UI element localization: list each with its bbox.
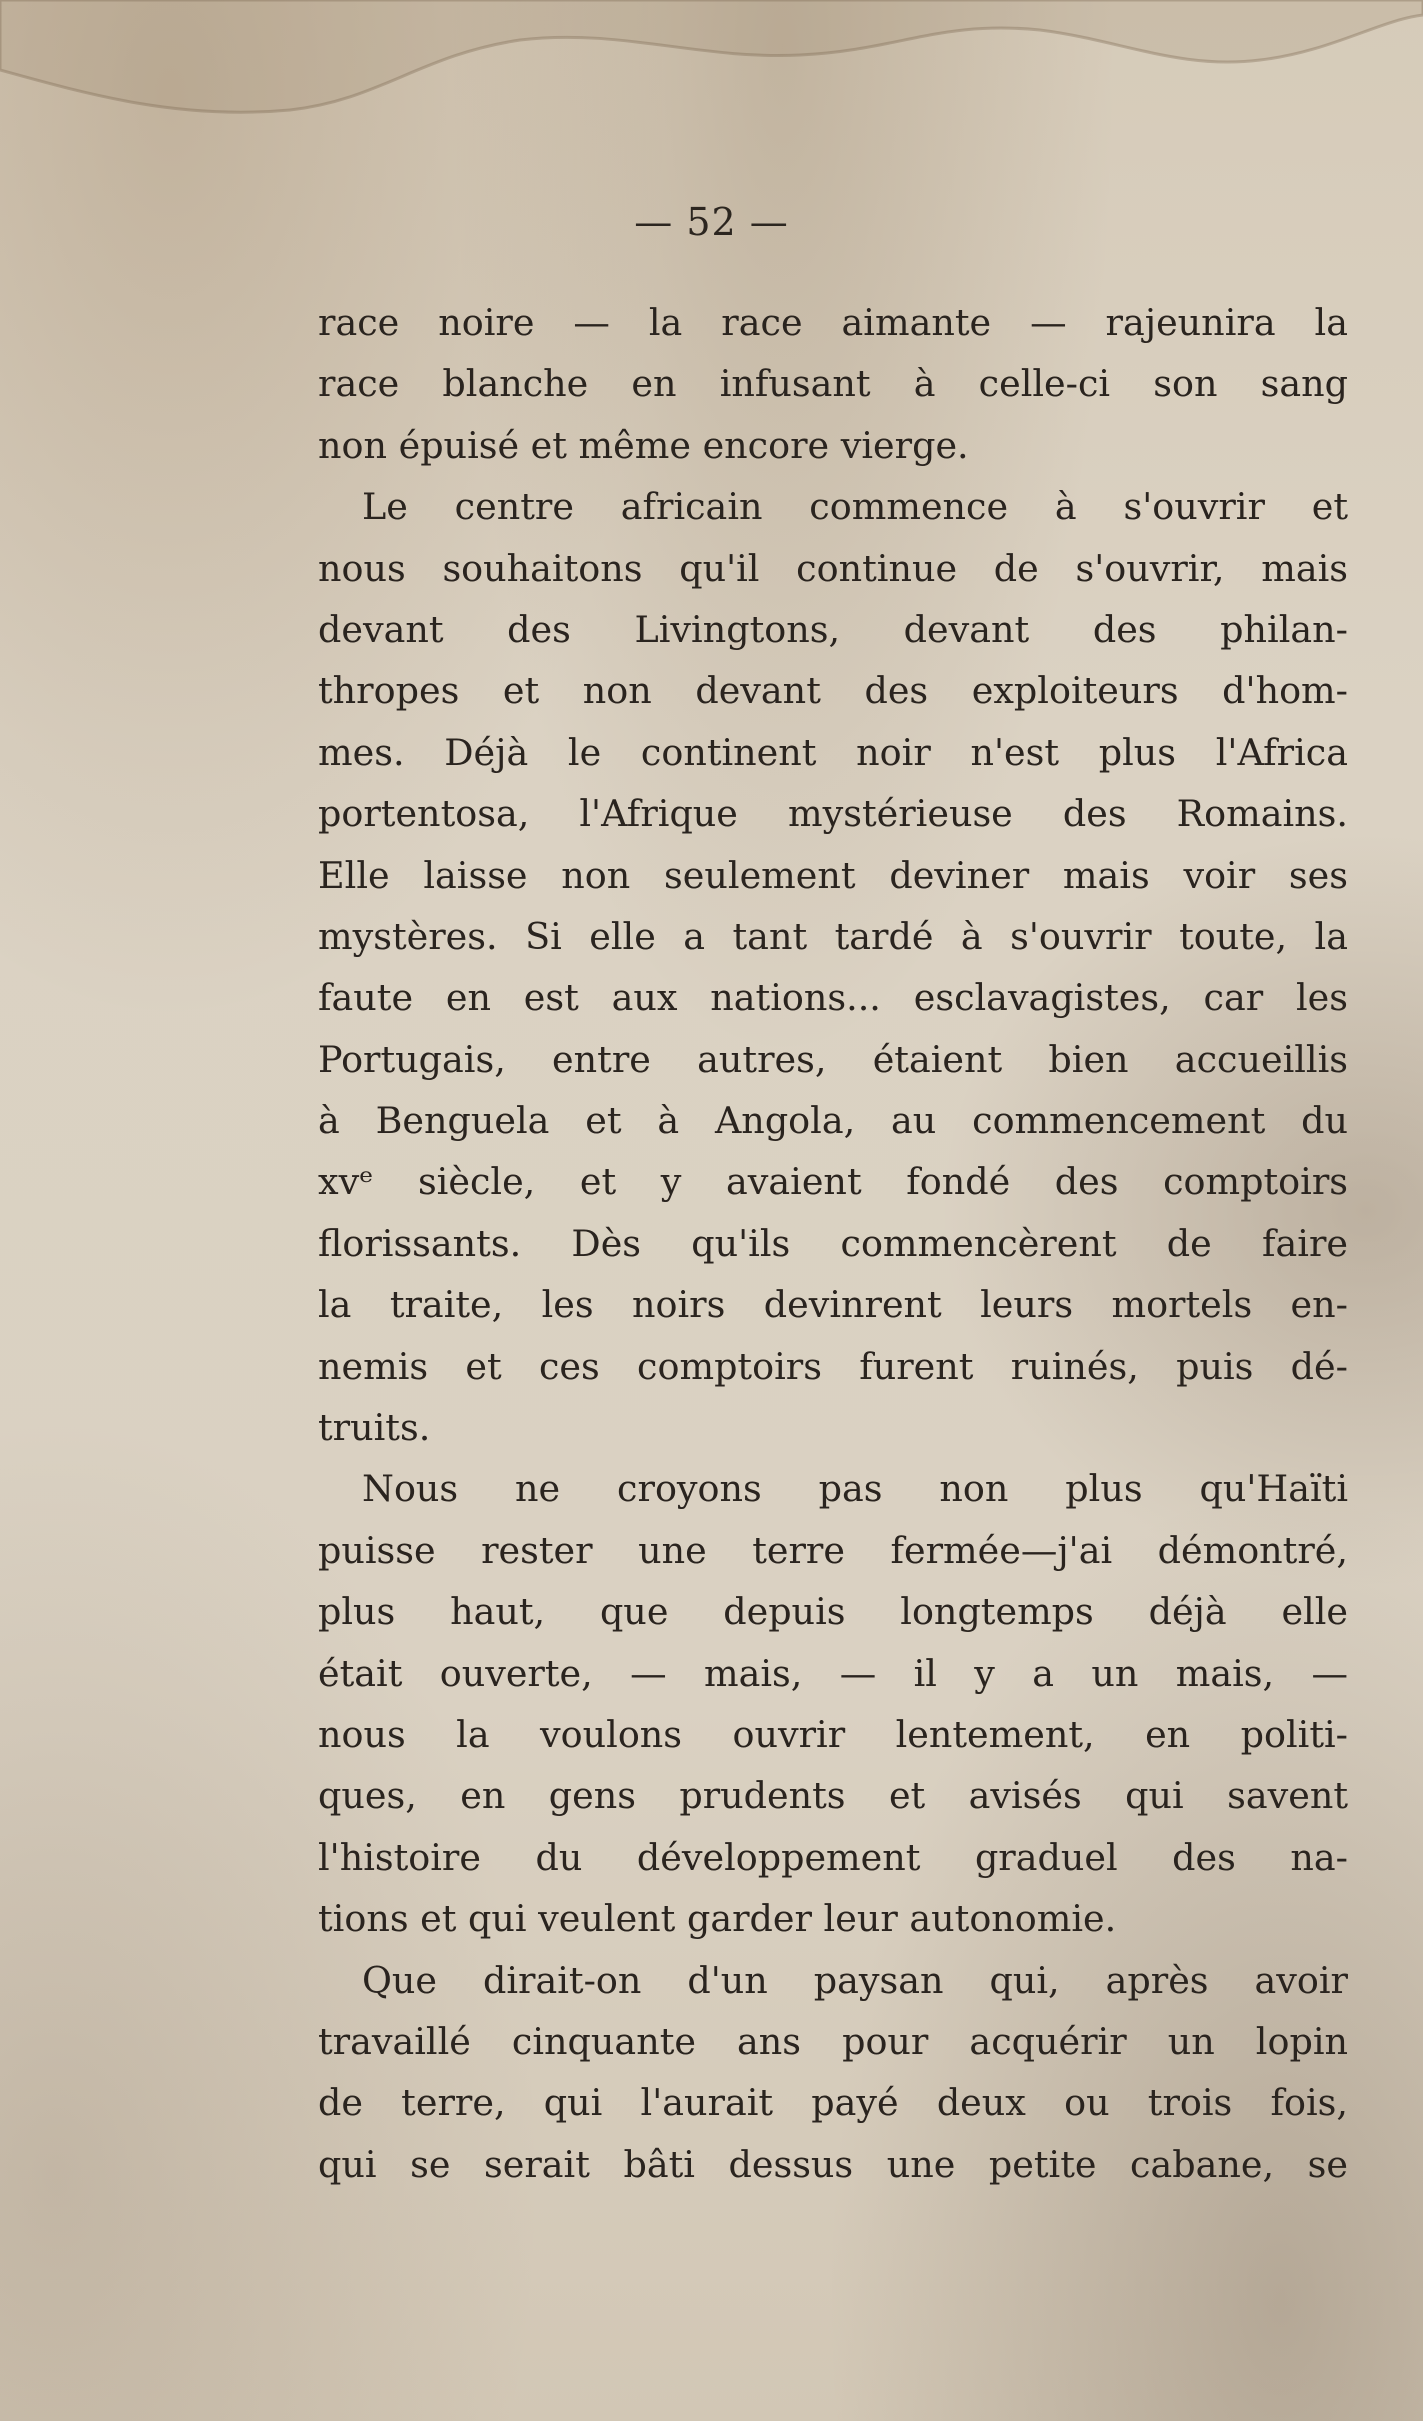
text-line: race blanche en infusant à celle-ci son sang: [318, 362, 1348, 406]
paragraph-start-line: Nous ne croyons pas non plus qu'Haïti: [362, 1467, 1348, 1511]
text-line: devant des Livingtons, devant des philan-: [318, 607, 1348, 651]
text-line: plus haut, que depuis longtemps déjà elle: [318, 1590, 1348, 1634]
water-stain: [0, 0, 1423, 160]
text-line: portentosa, l'Afrique mystérieuse des Romains.: [318, 792, 1348, 836]
text-line: l'histoire du développement graduel des na-: [318, 1835, 1348, 1879]
text-line: Portugais, entre autres, étaient bien accueillis: [318, 1037, 1348, 1081]
text-line: travaillé cinquante ans pour acquérir un lopin: [318, 2019, 1348, 2063]
text-line: nous souhaitons qu'il continue de s'ouvrir, mais: [318, 546, 1348, 590]
text-line: florissants. Dès qu'ils commencèrent de faire: [318, 1221, 1348, 1265]
text-line: était ouverte, — mais, — il y a un mais, —: [318, 1651, 1348, 1695]
paragraph-start-line: Le centre africain commence à s'ouvrir et: [362, 485, 1348, 529]
text-line: de terre, qui l'aurait payé deux ou trois fois,: [318, 2081, 1348, 2125]
text-line: mes. Déjà le continent noir n'est plus l'Africa: [318, 730, 1348, 774]
text-line: la traite, les noirs devinrent leurs mortels en-: [318, 1283, 1348, 1327]
text-line: truits.: [318, 1406, 431, 1450]
text-line: faute en est aux nations... esclavagistes, car les: [318, 976, 1348, 1020]
body-text: [318, 292, 1348, 2195]
text-line: ques, en gens prudents et avisés qui savent: [318, 1774, 1348, 1818]
text-line: Elle laisse non seulement deviner mais voir ses: [318, 853, 1348, 897]
text-line: puisse rester une terre fermée—j'ai démontré,: [318, 1528, 1348, 1572]
paragraph-start-line: Que dirait-on d'un paysan qui, après avoir: [362, 1958, 1348, 2002]
text-line: nemis et ces comptoirs furent ruinés, puis dé-: [318, 1344, 1348, 1388]
text-line: non épuisé et même encore vierge.: [318, 423, 969, 467]
text-line: tions et qui veulent garder leur autonomie.: [318, 1897, 1117, 1941]
page-number: — 52 —: [634, 200, 789, 244]
text-line: à Benguela et à Angola, au commencement du: [318, 1099, 1348, 1143]
text-line: mystères. Si elle a tant tardé à s'ouvrir toute, la: [318, 914, 1348, 958]
text-line: nous la voulons ouvrir lentement, en politi-: [318, 1712, 1348, 1756]
text-line: thropes et non devant des exploiteurs d'hom-: [318, 669, 1348, 713]
text-line: xvᵉ siècle, et y avaient fondé des comptoirs: [318, 1160, 1348, 1204]
text-line: qui se serait bâti dessus une petite cabane, se: [318, 2142, 1348, 2186]
text-line: race noire — la race aimante — rajeunira la: [318, 301, 1348, 344]
